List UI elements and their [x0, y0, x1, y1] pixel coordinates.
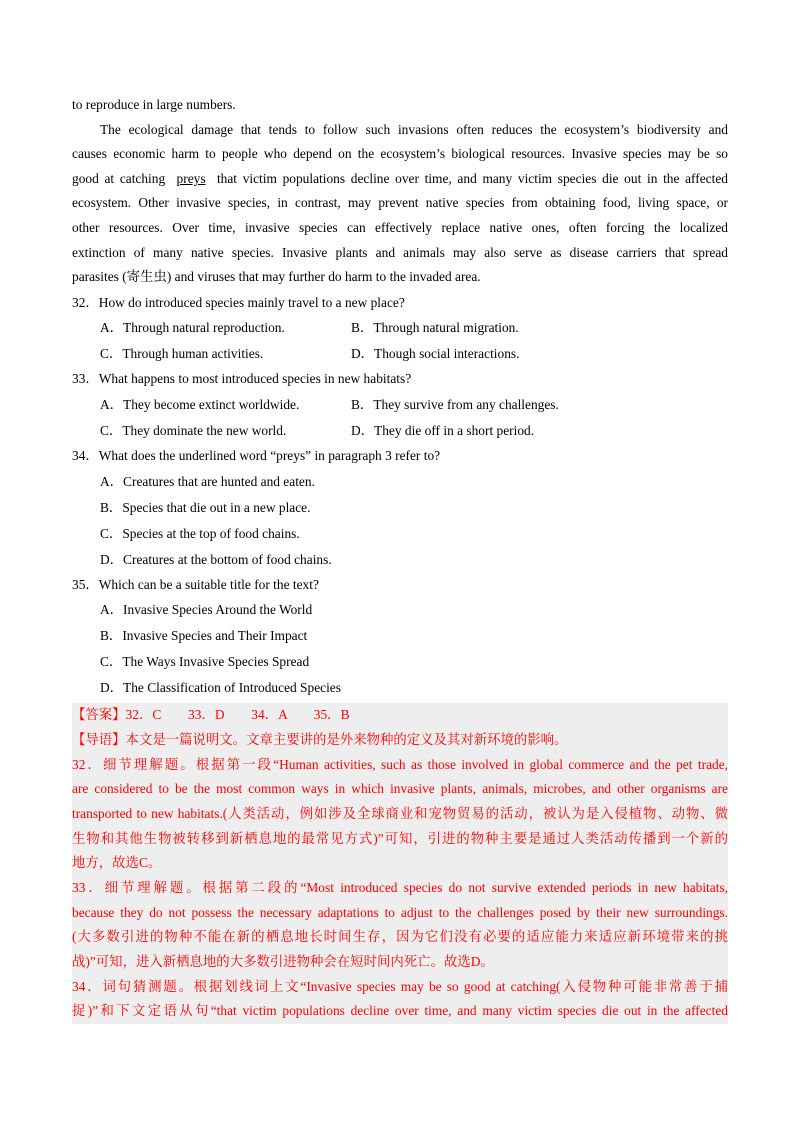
passage-line: to reproduce in large numbers.: [72, 97, 236, 112]
option-b[interactable]: B．Species that die out in a new place.: [100, 499, 311, 515]
passage-line: other resources. Over time, invasive species can effectively replace native ones, often forcing the localized: [72, 219, 728, 235]
option-b[interactable]: B．Through natural migration.: [351, 320, 519, 336]
question-35-stem: 35．Which can be a suitable title for the text?: [72, 576, 319, 592]
underlined-word-preys: preys: [176, 170, 206, 186]
option-c[interactable]: C．The Ways Invasive Species Spread: [100, 654, 310, 670]
explanation-32-line: 32．细节理解题。根据第一段“Human activities, such as those involved in global commerce and the pet trade,: [72, 756, 728, 772]
explanation-33-line: because they do not possess the necessary adaptations to adjust to the challenges posed by their new surroundings.: [72, 904, 728, 920]
option-b[interactable]: B．Invasive Species and Their Impact: [100, 628, 308, 644]
question-33-stem: 33．What happens to most introduced species in new habitats?: [72, 371, 412, 387]
question-32-options-row: [72, 341, 728, 367]
option-a[interactable]: A．Invasive Species Around the World: [100, 602, 313, 618]
question-32-stem: 32．How do introduced species mainly travel to a new place?: [72, 294, 405, 310]
passage-text: that victim populations decline over time, and many victim species die out in the affected: [216, 170, 728, 186]
answer-guide: 【导语】本文是一篇说明文。文章主要讲的是外来物种的定义及其对新环境的影响。: [72, 731, 568, 747]
explanation-33-line: (大多数引进的物种不能在新的栖息地长时间生存，因为它们没有必要的适应能力来适应新环境带来的挑: [72, 929, 728, 945]
option-c[interactable]: C．Species at the top of food chains.: [100, 525, 300, 541]
option-d[interactable]: D．Though social interactions.: [351, 346, 520, 362]
option-d[interactable]: D．They die off in a short period.: [351, 422, 535, 438]
explanation-33-line: 33．细节理解题。根据第二段的“Most introduced species do not survive extended periods in new habitats,: [72, 879, 728, 895]
option-c[interactable]: C．They dominate the new world.: [100, 422, 287, 438]
explanation-33-line: 战)”可知，进入新栖息地的大多数引进物种会在短时间内死亡。故选D。: [72, 954, 494, 969]
explanation-34-line: 捉)”和下文定语从句“that victim populations decline over time, and many victim species die out in the affected: [72, 1003, 728, 1019]
question-32-options-row: [72, 315, 728, 341]
answer-key: 【答案】32．C 33．D 34．A 35．B: [72, 707, 350, 723]
passage-line: parasites (寄生虫) and viruses that may further do harm to the invaded area.: [72, 269, 481, 285]
question-33-options-row: [72, 418, 728, 444]
answer-explanation-block: [72, 703, 728, 1024]
explanation-32-line: 生物和其他生物被转移到新栖息地的最常见方式)”可知，引进的物种主要是通过人类活动传播到一个新的: [72, 830, 728, 846]
option-a[interactable]: A．They become extinct worldwide.: [100, 396, 300, 412]
explanation-32-line: transported to new habitats.(人类活动，例如涉及全球商业和宠物贸易的活动，被认为是入侵植物、动物、微: [72, 805, 728, 821]
passage-line: ecosystem. Other invasive species, in contrast, may prevent native species from obtaining food, living space, or: [72, 195, 728, 211]
option-c[interactable]: C．Through human activities.: [100, 346, 264, 362]
option-b[interactable]: B．They survive from any challenges.: [351, 396, 559, 412]
passage-line: causes economic harm to people who depend on the ecosystem’s biological resources. Invasive species may be so: [72, 146, 728, 162]
document-page: [72, 93, 728, 1024]
explanation-34-line: 34．词句猜测题。根据划线词上文“Invasive species may be so good at catching(入侵物种可能非常善于捕: [72, 978, 728, 994]
question-34-stem: 34．What does the underlined word “preys” in paragraph 3 refer to?: [72, 447, 441, 463]
option-a[interactable]: A．Creatures that are hunted and eaten.: [100, 473, 315, 489]
explanation-32-line: 地方，故选C。: [72, 855, 162, 871]
explanation-32-line: are considered to be the most common ways in which invasive plants, animals, microbes, and other organisms are: [72, 781, 728, 797]
passage-text: good at catching: [72, 170, 166, 186]
question-33-options-row: [72, 392, 728, 418]
option-a[interactable]: A．Through natural reproduction.: [100, 320, 285, 336]
option-d[interactable]: D．The Classification of Introduced Species: [100, 680, 341, 696]
option-d[interactable]: D．Creatures at the bottom of food chains.: [100, 551, 332, 567]
passage-line-with-underline: [72, 167, 728, 192]
passage-line: The ecological damage that tends to follow such invasions often reduces the ecosystem’s biodiversity and: [100, 121, 728, 137]
passage-line: extinction of many native species. Invasive plants and animals may also serve as disease carriers that spread: [72, 244, 728, 260]
